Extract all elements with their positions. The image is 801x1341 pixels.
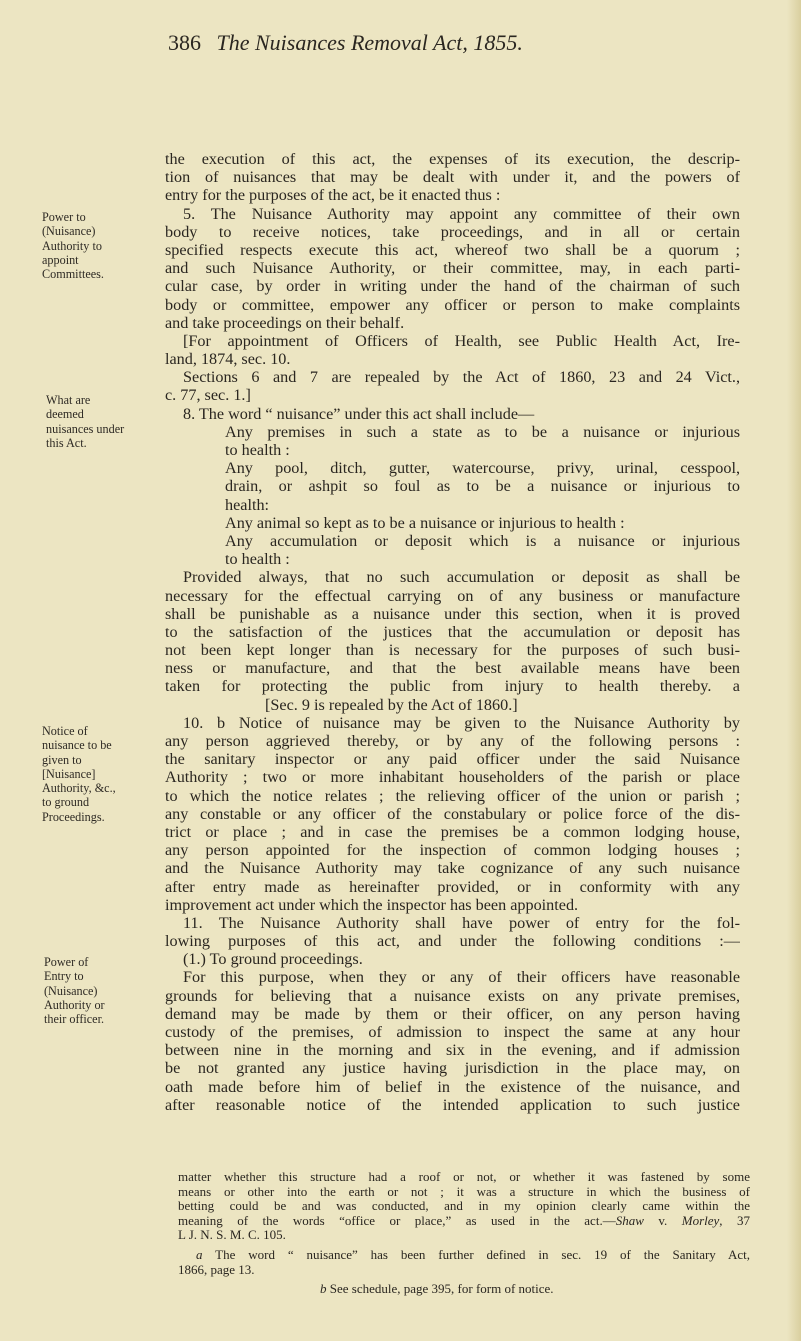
text-line: between nine in the morning and six in the evening, and if admission (165, 1041, 740, 1060)
marginal-note-line: Authority or (44, 997, 105, 1012)
page-header (168, 30, 523, 56)
page-number: 386 (168, 30, 201, 55)
text-line: custody of the premises, of admission to inspect the same at any hour (165, 1023, 740, 1041)
marginal-note-line: this Act. (46, 435, 87, 450)
marginal-note-line: deemed (46, 407, 84, 422)
text-line: [Sec. 9 is repealed by the Act of 1860.] (265, 695, 518, 714)
case-name: Shaw (615, 1213, 644, 1228)
text-line: Any pool, ditch, gutter, watercourse, privy, urinal, cesspool, (225, 459, 740, 478)
marginal-note-line: nuisance to be (42, 738, 112, 753)
marginal-note-line: their officer. (44, 1012, 105, 1027)
footnote-a (178, 1248, 750, 1263)
marginal-note-line: Authority, &c., (42, 781, 116, 796)
text-line: to which the notice relates ; the relieving officer of the union or parish ; (165, 786, 740, 805)
text-line: trict or place ; and in case the premises be a common lodging house, (165, 822, 740, 841)
text-line: body or committee, empower any officer or person to make complaints (165, 295, 740, 314)
marginal-note-line: What are (46, 393, 91, 407)
footnote-text: See schedule, page 395, for form of notice. (326, 1282, 554, 1297)
text-line: to health : (225, 550, 290, 569)
text-line: Provided always, that no such accumulation or deposit as shall be (183, 568, 740, 587)
marginal-note-line: nuisances under (46, 421, 125, 436)
text-line: to health : (225, 441, 290, 459)
text-line: drain, or ashpit so foul as to be a nuisance or injurious to (225, 477, 740, 496)
text-line: grounds for believing that a nuisance exists on any private premises, (165, 986, 740, 1005)
footnote-mark: b (320, 1282, 327, 1297)
text-line: lowing purposes of this act, and under the following conditions :— (165, 932, 740, 951)
text-line: health: (225, 495, 270, 514)
text-line: For this purpose, when they or any of their officers have reasonable (183, 968, 740, 987)
footnotes (178, 1170, 750, 1297)
text-line: any constable or any officer of the constabulary or police force of the dis- (165, 804, 740, 823)
marginal-note-line: Committees. (42, 267, 104, 282)
text-line: not been kept longer than is necessary for the purposes of such busi- (165, 641, 740, 660)
marginal-note-line: [Nuisance] (42, 766, 96, 781)
footnote-line: means or other into the earth or not ; it was a structure in which the business of (178, 1184, 750, 1199)
text-line: Sections 6 and 7 are repealed by the Act of 1860, 23 and 24 Vict., (183, 368, 740, 387)
footnote-line: betting could be and was conducted, and in my opinion clearly came within the (178, 1199, 750, 1214)
text-line: 8. The word “ nuisance” under this act shall include— (183, 404, 535, 423)
text-line: be not granted any justice having jurisdiction in the place may, on (165, 1059, 740, 1078)
text-line: 11. The Nuisance Authority shall have power of entry for the fol- (183, 913, 740, 932)
case-cite: , 37 (719, 1213, 750, 1228)
text-line: entry for the purposes of the act, be it enacted thus : (165, 186, 501, 205)
text-line: taken for protecting the public from injury to health thereby. a (165, 677, 740, 696)
text-line: to the satisfaction of the justices that the accumulation or deposit has (165, 622, 740, 641)
text-line: necessary for the effectual carrying on of any business or manufacture (165, 586, 740, 605)
footnote-line: L J. N. S. M. C. 105. (178, 1228, 286, 1243)
text-line: land, 1874, sec. 10. (165, 350, 291, 369)
footnote-mark: a (196, 1247, 203, 1262)
text-line: oath made before him of belief in the existence of the nuisance, and (165, 1077, 740, 1096)
marginal-note-line: (Nuisance) (44, 983, 98, 998)
text-line: [For appointment of Officers of Health, see Public Health Act, Ire- (183, 331, 740, 350)
text-line: cular case, by order in writing under the hand of the chairman of such (165, 277, 740, 296)
page-edge (787, 0, 801, 1341)
main-text (165, 150, 740, 1114)
footnote-a-cont: 1866, page 13. (178, 1262, 255, 1277)
text-line: 5. The Nuisance Authority may appoint any committee of their own (183, 204, 740, 223)
case-v: v. (643, 1213, 682, 1228)
text-line: and such Nuisance Authority, or their committee, may, in each parti- (165, 259, 740, 278)
marginal-note-line: (Nuisance) (42, 224, 96, 239)
text-line: after reasonable notice of the intended application to such justice (165, 1095, 740, 1114)
text-line: 10. b Notice of nuisance may be given to the Nuisance Authority by (183, 713, 740, 732)
text-line: Any premises in such a state as to be a nuisance or injurious (225, 422, 740, 441)
text-line: Any animal so kept as to be a nuisance or injurious to health : (225, 513, 625, 532)
marginal-note-line: Power to (42, 210, 86, 224)
text-line: and the Nuisance Authority may take cognizance of any such nuisance (165, 859, 740, 878)
text-line: Any accumulation or deposit which is a nuisance or injurious (225, 531, 740, 550)
footnote-line (178, 1214, 750, 1229)
marginal-note (42, 210, 104, 281)
marginal-note-line: appoint (42, 252, 79, 267)
text-line: body to receive notices, take proceedings, and in all or certain (165, 222, 740, 241)
marginal-note-line: to ground (42, 795, 90, 810)
marginal-note-line: Proceedings. (42, 809, 105, 824)
text-line: ness or manufacture, and that the best available means have been (165, 659, 740, 678)
marginal-note (42, 724, 116, 824)
text-line: the execution of this act, the expenses of its execution, the descrip- (165, 150, 740, 168)
marginal-note-line: Entry to (44, 969, 84, 984)
text-line: tion of nuisances that may be dealt with under it, and the powers of (165, 168, 740, 187)
case-name: Morley (681, 1213, 720, 1228)
footnote-b (178, 1282, 750, 1297)
running-title: The Nuisances Removal Act, 1855. (216, 30, 523, 55)
text-line: (1.) To ground proceedings. (183, 950, 363, 969)
marginal-note (46, 393, 124, 450)
text-line: improvement act under which the inspector has been appointed. (165, 895, 579, 914)
footnote-text: meaning of the words “office or place,” as used in the act.— (178, 1213, 616, 1228)
footnote-text: The word “ nuisance” has been further defined in sec. 19 of the Sanitary Act, (202, 1247, 750, 1262)
text-line: Authority ; two or more inhabitant householders of the parish or place (165, 768, 740, 787)
text-line: shall be punishable as a nuisance under this section, when it is proved (165, 604, 740, 623)
marginal-note-line: Notice of (42, 724, 88, 738)
marginal-note-line: given to (42, 752, 82, 767)
text-line: after entry made as hereinafter provided, or in conformity with any (165, 877, 740, 896)
footnote-line: matter whether this structure had a roof or not, or whether it was fastened by some (178, 1170, 750, 1184)
text-line: any person appointed for the inspection of common lodging houses ; (165, 841, 740, 860)
text-line: specified respects execute this act, whereof two shall be a quorum ; (165, 240, 740, 259)
marginal-note (44, 955, 105, 1026)
text-line: c. 77, sec. 1.] (165, 386, 251, 405)
text-line: demand may be made by them or their officer, on any person having (165, 1004, 740, 1023)
text-line: and take proceedings on their behalf. (165, 313, 405, 332)
text-line: any person aggrieved thereby, or by any of the following persons : (165, 732, 740, 750)
marginal-note-line: Power of (44, 955, 89, 969)
marginal-note-line: Authority to (42, 238, 102, 253)
text-line: the sanitary inspector or any paid officer under the said Nuisance (165, 750, 740, 769)
